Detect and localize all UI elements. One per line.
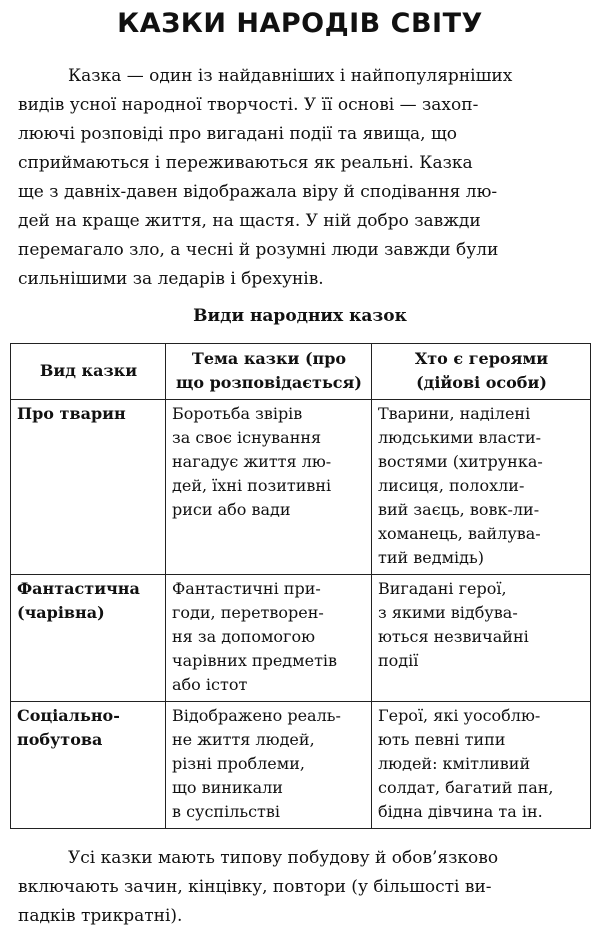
cell-line: Вигадані герої,: [378, 579, 507, 598]
cell-line: Про тварин: [17, 404, 126, 423]
cell-line: солдат, багатий пан,: [378, 778, 554, 797]
cell-heroes: [372, 702, 591, 829]
table-row: [11, 400, 591, 575]
cell-line: людей: кмітливий: [378, 754, 531, 773]
cell-heroes: [372, 400, 591, 575]
cell-line: чарівних предметів: [172, 651, 338, 670]
text-line: сприймаються і переживаються як реальні. Казка: [18, 153, 473, 173]
cell-kind: [11, 702, 166, 829]
cell-line: з якими відбува-: [378, 603, 518, 622]
cell-line: події: [378, 651, 419, 670]
cell-line: не життя людей,: [172, 730, 315, 749]
cell-line: тий ведмідь): [378, 548, 484, 567]
cell-line: Соціально-: [17, 706, 120, 725]
cell-line: Боротьба звірів: [172, 404, 303, 423]
cell-line: годи, перетворен-: [172, 603, 324, 622]
table-caption: Види народних казок: [193, 306, 407, 326]
text-line: видів усної народної творчості. У її основі — захоп-: [18, 95, 479, 115]
table-row: [11, 702, 591, 829]
cell-line: побутова: [17, 730, 103, 749]
cell-line: вий заєць, вовк-ли-: [378, 500, 540, 519]
intro-paragraph: [18, 62, 584, 294]
cell-line: Фантастичні при-: [172, 579, 321, 598]
cell-theme: [166, 575, 372, 702]
table-header-row: [11, 344, 591, 400]
page-title: КАЗКИ НАРОДІВ СВІТУ: [117, 8, 483, 39]
text-line: ще з давніх-давен відображала віру й сподівання лю-: [18, 182, 498, 202]
cell-line: нагадує життя лю-: [172, 452, 332, 471]
text-line: падків трикратні).: [18, 906, 183, 926]
cell-line: людськими власти-: [378, 428, 542, 447]
cell-line: ються незвичайні: [378, 627, 529, 646]
cell-line: Тварини, наділені: [378, 404, 531, 423]
cell-line: або істот: [172, 675, 248, 694]
text-line: перемагало зло, а чесні й розумні люди завжди були: [18, 240, 499, 260]
cell-line: (чарівна): [17, 603, 105, 622]
text-line: включають зачин, кінцівку, повтори (у більшості ви-: [18, 877, 492, 897]
cell-line: востями (хитрунка-: [378, 452, 543, 471]
header-line: Вид казки: [39, 361, 138, 380]
cell-line: що виникали: [172, 778, 283, 797]
header-line: (дійові особи): [416, 373, 547, 392]
cell-heroes: [372, 575, 591, 702]
cell-kind: [11, 400, 166, 575]
text-line: люючі розповіді про вигадані події та явища, що: [18, 124, 457, 144]
text-line: Казка — один із найдавніших і найпопулярніших: [68, 66, 513, 86]
cell-line: різні проблеми,: [172, 754, 305, 773]
outro-paragraph: [18, 844, 584, 931]
cell-line: бідна дівчина та ін.: [378, 802, 543, 821]
cell-line: Герої, які уособлю-: [378, 706, 541, 725]
cell-line: в суспільстві: [172, 802, 281, 821]
cell-line: ють певні типи: [378, 730, 506, 749]
header-kind: [11, 344, 166, 400]
text-line: дей на краще життя, на щастя. У ній добро завжди: [18, 211, 481, 231]
cell-line: риси або вади: [172, 500, 291, 519]
cell-line: хоманець, вайлува-: [378, 524, 541, 543]
header-line: Хто є героями: [414, 349, 549, 368]
cell-line: Фантастична: [17, 579, 140, 598]
text-line: сильнішими за ледарів і брехунів.: [18, 269, 324, 289]
header-line: Тема казки (про: [191, 349, 347, 368]
cell-line: лисиця, полохли-: [378, 476, 525, 495]
cell-line: Відображено реаль-: [172, 706, 341, 725]
header-line: що розповідається): [176, 373, 362, 392]
cell-line: за своє існування: [172, 428, 322, 447]
table-row: [11, 575, 591, 702]
cell-line: дей, їхні позитивні: [172, 476, 332, 495]
header-theme: [166, 344, 372, 400]
folk-tales-table: [10, 343, 591, 829]
cell-line: ня за допомогою: [172, 627, 315, 646]
text-line: Усі казки мають типову побудову й обов’язково: [68, 848, 499, 868]
cell-kind: [11, 575, 166, 702]
cell-theme: [166, 702, 372, 829]
cell-theme: [166, 400, 372, 575]
header-heroes: [372, 344, 591, 400]
